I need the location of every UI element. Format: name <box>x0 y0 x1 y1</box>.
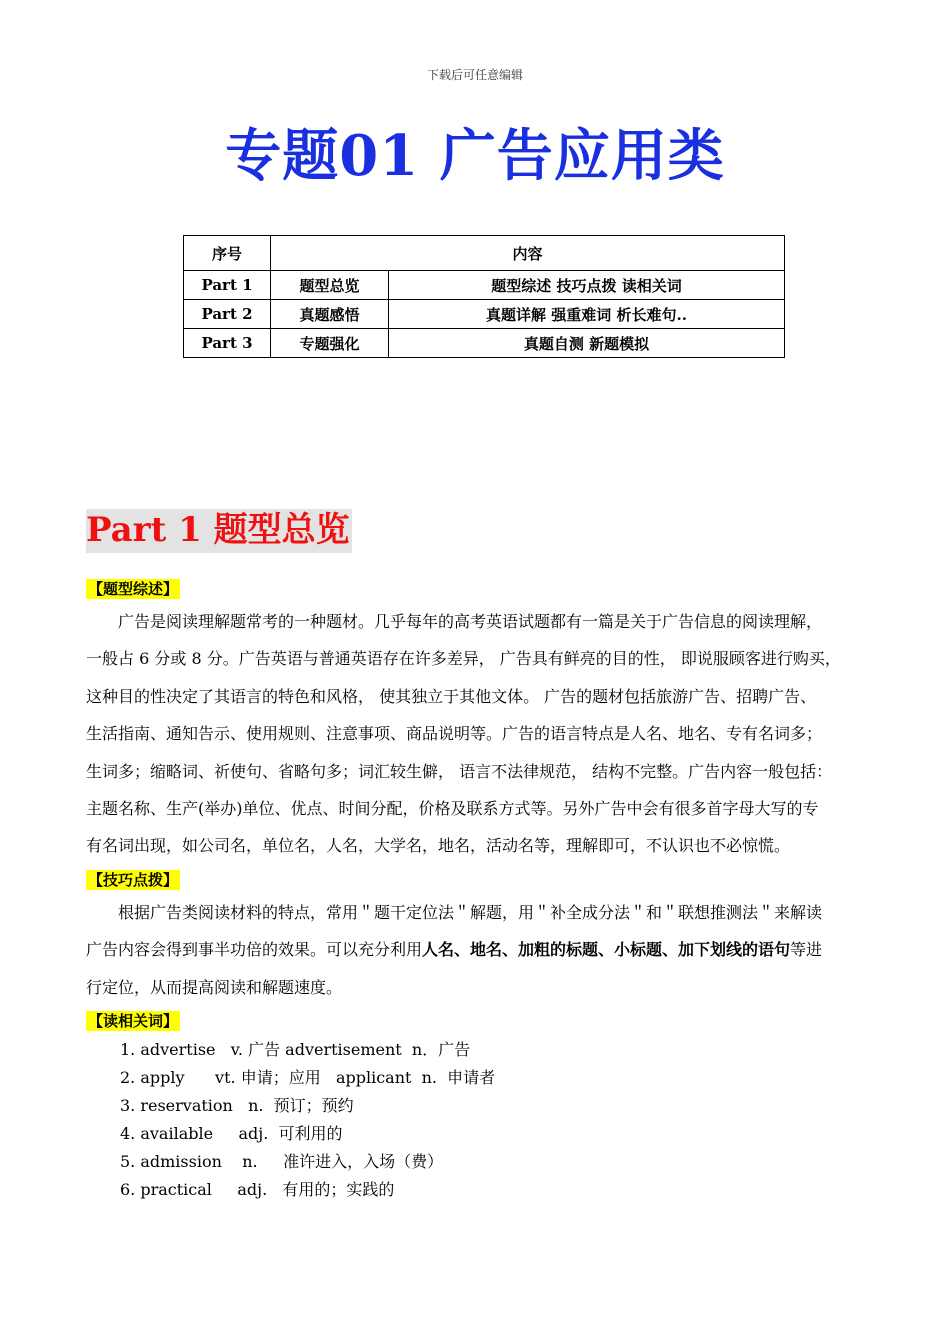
bold-emphasis: 人名、地名、加粗的标题、小标题、加下划线的语句 <box>422 940 791 960</box>
vocab-item: 2. apply vt. 申请；应用 applicant n. 申请者 <box>120 1068 496 1087</box>
part-cell: Part 1 <box>184 271 271 300</box>
header-note: 下载后可任意编辑 <box>426 68 523 82</box>
text-run: 广告内容会得到事半功倍的效果。可以充分利用 <box>86 940 423 960</box>
header-cell-number: 序号 <box>184 236 271 271</box>
paragraph-line <box>86 931 866 968</box>
paragraph-line: 生活指南、通知告示、使用规则、注意事项、商品说明等。广告的语言特点是人名、地名、专有名词多； <box>86 724 823 744</box>
vocab-list <box>120 1036 495 1204</box>
table-row <box>184 271 785 300</box>
part-name-cell: 真题感悟 <box>271 300 389 329</box>
contents-table <box>183 235 785 358</box>
document-title: 专题01 广告应用类 <box>225 123 725 189</box>
part-content-cell: 真题详解 强重难词 析长难句.. <box>389 300 785 329</box>
part-cell: Part 3 <box>184 329 271 358</box>
paragraph-line: 主题名称、生产(举办)单位、优点、时间分配，价格及联系方式等。另外广告中会有很多首字母大写的专 <box>86 799 819 819</box>
vocab-item: 5. admission n. 准许进入，入场（费） <box>120 1152 444 1171</box>
table-row <box>184 300 785 329</box>
part-content-cell: 题型综述 技巧点拨 读相关词 <box>389 271 785 300</box>
overview-tag: 【题型综述】 <box>88 580 179 598</box>
table-row <box>184 329 785 358</box>
paragraph-line: 行定位，从而提高阅读和解题速度。 <box>86 977 343 997</box>
part-name-cell: 题型总览 <box>271 271 389 300</box>
paragraph-line: 有名词出现，如公司名，单位名，人名，大学名，地名，活动名等，理解即可，不认识也不必惊慌。 <box>86 836 791 856</box>
vocab-item: 4. available adj. 可利用的 <box>120 1124 343 1143</box>
vocab-tag: 【读相关词】 <box>88 1012 179 1030</box>
header-cell-content: 内容 <box>271 236 785 271</box>
paragraph-line: 广告是阅读理解题常考的一种题材。几乎每年的高考英语试题都有一篇是关于广告信息的阅读理解， <box>118 612 823 631</box>
text-run: 等进 <box>790 940 823 960</box>
tips-paragraph <box>86 894 866 1006</box>
table-header-row <box>184 236 785 271</box>
paragraph-line: 这种目的性决定了其语言的特色和风格， 使其独立于其他文体。 广告的题材包括旅游广告、招聘广告、 <box>86 686 817 706</box>
part-name-cell: 专题强化 <box>271 329 389 358</box>
vocab-item: 1. advertise v. 广告 advertisement n．广告 <box>120 1040 471 1059</box>
paragraph-line: 根据广告类阅读材料的特点，常用＂题干定位法＂解题，用＂补全成分法＂和＂联想推测法＂来解读 <box>118 903 823 922</box>
part-content-cell: 真题自测 新题模拟 <box>389 329 785 358</box>
tips-tag: 【技巧点拨】 <box>88 871 179 889</box>
part-cell: Part 2 <box>184 300 271 329</box>
part1-heading: Part 1 题型总览 <box>86 509 352 553</box>
vocab-item: 6. practical adj. 有用的；实践的 <box>120 1180 395 1199</box>
vocab-item: 3. reservation n. 预订；预约 <box>120 1096 354 1115</box>
paragraph-line: 生词多；缩略词、祈使句、省略句多；词汇较生僻， 语言不法律规范， 结构不完整。广告内容一般包括： <box>86 761 833 781</box>
paragraph-line: 一般占 6 分或 8 分。广告英语与普通英语存在许多差异， 广告具有鲜亮的目的性， 即说服顾客进行购买， <box>86 649 841 669</box>
overview-paragraph <box>86 603 866 865</box>
